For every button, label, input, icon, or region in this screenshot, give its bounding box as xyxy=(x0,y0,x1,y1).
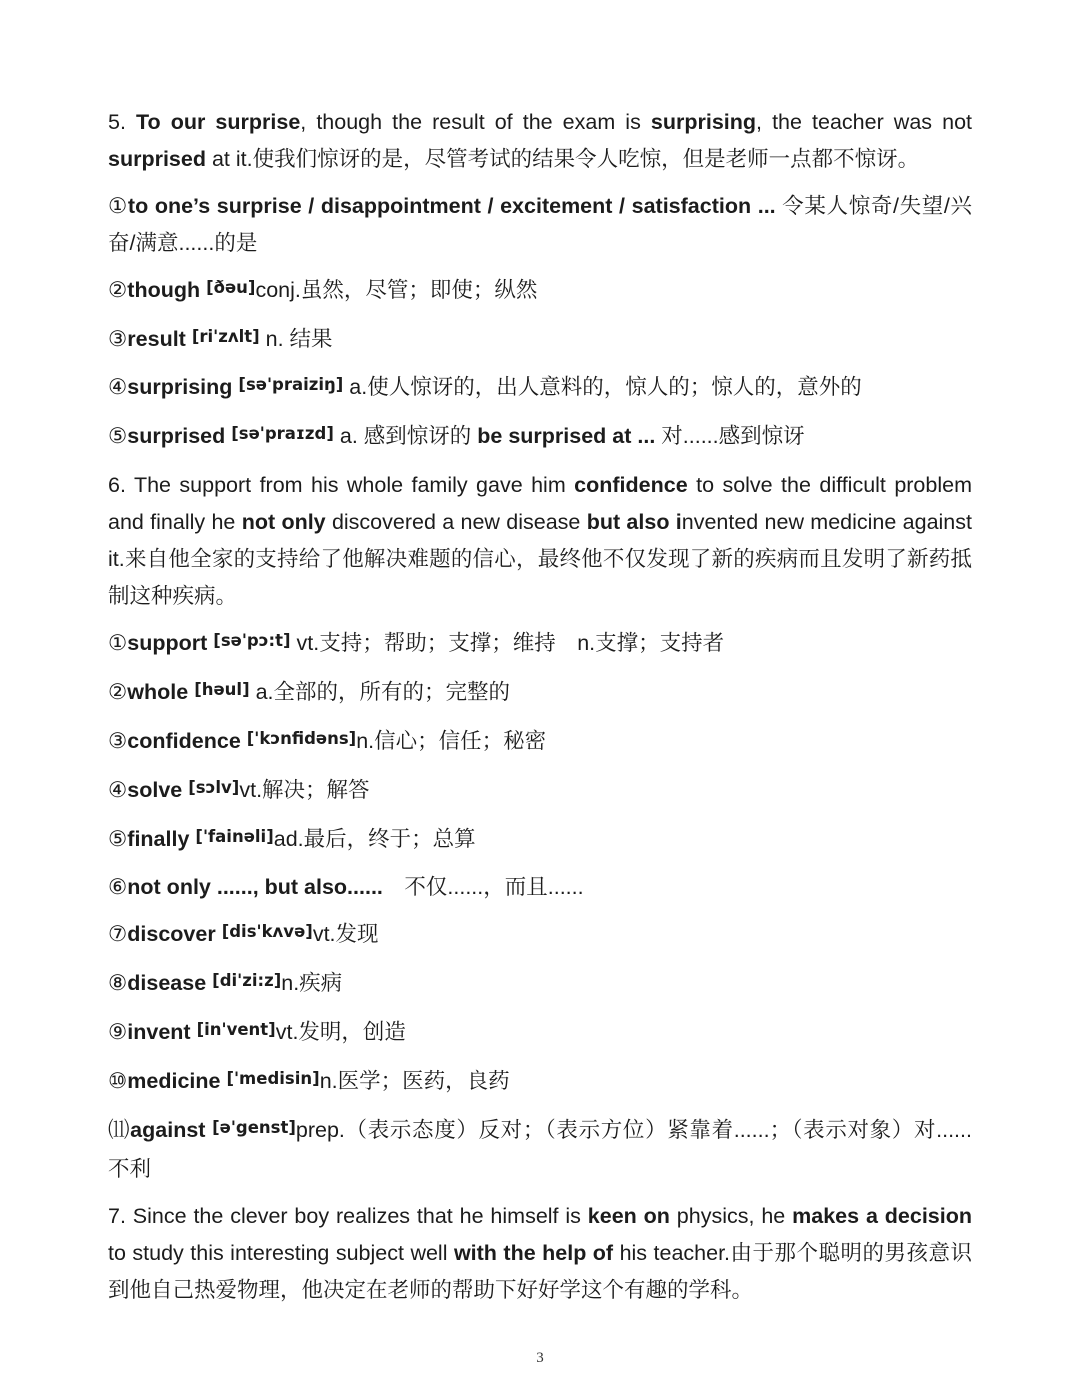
text-run: to one’s surprise / disappointment / excitement / satisfaction ... xyxy=(127,193,776,218)
text-run: ⑤ xyxy=(108,424,128,449)
text-run: his teacher.由于那个聪明的男孩意识到他自己热爱物理，他决定在老师的帮助下好好学这个有趣的学科。 xyxy=(108,1240,972,1302)
text-run: n.信心；信任；秘密 xyxy=(356,728,547,753)
vocab-entry-result xyxy=(108,321,972,360)
vocab-entry-support xyxy=(108,625,972,664)
phonetic-transcription: ['kɔnfidəns] xyxy=(246,728,357,748)
text-run: n.疾病 xyxy=(281,971,343,996)
vocab-entry-confidence xyxy=(108,723,972,762)
text-run xyxy=(241,729,247,753)
text-run: 7. Since the clever boy realizes that he himself is xyxy=(108,1203,588,1228)
vocab-entry-discover xyxy=(108,916,972,955)
text-run: not only ......, but also...... xyxy=(127,875,383,900)
text-run: to solve the difficult problem and finally he xyxy=(108,473,972,535)
sentence-7 xyxy=(108,1198,972,1309)
phonetic-transcription: [sɔlv] xyxy=(188,777,240,797)
text-run: ⑾ xyxy=(108,1117,131,1142)
text-run: confidence xyxy=(574,473,688,498)
text-run: a.使人惊讶的，出人意料的，惊人的；惊人的，意外的 xyxy=(343,375,862,400)
text-run: nvented new medicine against it.来自他全家的支持给了他解决难题的信心，最终他不仅发现了新的疾病而且发明了新药抵制这种疾病。 xyxy=(108,510,972,608)
text-run: makes a decision xyxy=(792,1203,972,1228)
text-run: vt.支持；帮助；支撑；维持 n.支撑；支持者 xyxy=(290,630,725,655)
text-run: 令某人惊奇/失望/兴奋/满意......的是 xyxy=(108,193,972,255)
text-run: ① xyxy=(108,630,128,655)
text-run: ⑤ xyxy=(108,826,128,851)
text-run: ③ xyxy=(108,728,128,753)
sentence-6 xyxy=(108,467,972,615)
phonetic-transcription: [dis'kʌvə] xyxy=(221,922,313,942)
text-run xyxy=(191,1020,197,1044)
text-run: ③ xyxy=(108,326,128,351)
vocab-entry-against xyxy=(108,1112,972,1188)
text-run: though xyxy=(127,277,201,302)
text-run: 6. The support from his whole family gave him xyxy=(108,473,575,498)
text-run: 不仅......，而且...... xyxy=(382,875,584,900)
text-run: confidence xyxy=(127,728,241,753)
text-run: a. 感到惊讶的 xyxy=(333,424,478,449)
text-run: , though the result of the exam is xyxy=(300,110,651,134)
text-run: vt.发现 xyxy=(312,922,379,947)
text-run: finally xyxy=(127,826,190,851)
text-run: not only xyxy=(241,510,326,535)
text-run: ⑨ xyxy=(108,1020,128,1045)
text-run: vt.发明，创造 xyxy=(275,1020,406,1045)
text-run: ② xyxy=(108,277,128,302)
text-run: at it.使我们惊讶的是，尽管考试的结果令人吃惊，但是老师一点都不惊讶。 xyxy=(205,146,920,171)
text-run: 5. xyxy=(108,110,136,134)
text-run: surprising xyxy=(650,110,757,134)
text-run: physics, he xyxy=(669,1203,793,1228)
text-run: ④ xyxy=(108,375,128,400)
text-run: ④ xyxy=(108,777,128,802)
text-run: support xyxy=(127,630,208,655)
vocab-entry-to-ones-surprise xyxy=(108,188,972,262)
text-run: solve xyxy=(127,777,183,802)
text-run: keen on xyxy=(587,1203,670,1228)
vocab-entry-not-only-but-also xyxy=(108,869,972,906)
vocab-entry-disease xyxy=(108,965,972,1004)
phonetic-transcription: [sə'pɔ:t] xyxy=(213,630,291,650)
text-run: invent xyxy=(127,1020,191,1045)
text-run: ① xyxy=(108,193,128,218)
page-number: 3 xyxy=(536,1350,544,1366)
phonetic-transcription: [di'zi:z] xyxy=(212,971,282,991)
phonetic-transcription: [sə'praiziŋ] xyxy=(238,375,344,395)
text-run: ⑦ xyxy=(108,922,128,947)
vocab-entry-medicine xyxy=(108,1063,972,1102)
text-run: discover xyxy=(127,922,216,947)
text-run: medicine xyxy=(127,1069,221,1094)
phonetic-transcription: [in'vent] xyxy=(196,1020,276,1040)
document-body xyxy=(108,104,972,1318)
text-run: ⑥ xyxy=(108,875,128,900)
text-run: surprised xyxy=(127,424,226,449)
phonetic-transcription: [ə'genst] xyxy=(212,1117,296,1137)
text-run: ⑧ xyxy=(108,971,128,996)
vocab-entry-invent xyxy=(108,1014,972,1053)
text-run: disease xyxy=(127,971,207,996)
text-run: n. 结果 xyxy=(259,326,333,351)
phonetic-transcription: [sə'praɪzd] xyxy=(231,424,334,444)
text-run: conj.虽然，尽管；即使；纵然 xyxy=(255,277,538,302)
phonetic-transcription: [ðəu] xyxy=(206,277,256,297)
text-run: 对......感到惊讶 xyxy=(655,424,805,449)
vocab-entry-finally xyxy=(108,821,972,860)
vocab-entry-solve xyxy=(108,772,972,811)
text-run xyxy=(186,327,192,351)
text-run: To our surprise xyxy=(136,110,301,134)
text-run: but also i xyxy=(586,510,682,535)
text-run: a.全部的，所有的；完整的 xyxy=(249,679,511,704)
vocab-entry-whole xyxy=(108,674,972,713)
phonetic-transcription: ['medisin] xyxy=(226,1069,320,1089)
text-run: n.医学；医药，良药 xyxy=(319,1069,510,1094)
text-run: surprised xyxy=(108,146,206,171)
vocab-entry-surprising xyxy=(108,369,972,408)
text-run: against xyxy=(130,1117,206,1142)
vocab-entry-though xyxy=(108,272,972,311)
text-run: be surprised at ... xyxy=(477,424,656,449)
text-run: discovered a new disease xyxy=(325,510,587,535)
phonetic-transcription: [ri'zʌlt] xyxy=(191,326,260,346)
text-run: ② xyxy=(108,679,128,704)
text-run: , the teacher was not xyxy=(756,110,972,134)
text-run: ⑩ xyxy=(108,1069,128,1094)
text-run: to study this interesting subject well xyxy=(108,1240,454,1265)
phonetic-transcription: [həul] xyxy=(194,679,250,699)
text-run xyxy=(216,922,222,946)
text-run: with the help of xyxy=(453,1240,614,1265)
text-run: surprising xyxy=(127,375,233,400)
phonetic-transcription: ['fainəli] xyxy=(195,826,274,846)
sentence-5 xyxy=(108,104,972,178)
text-run: whole xyxy=(127,679,189,704)
vocab-entry-surprised xyxy=(108,418,972,457)
text-run: ad.最后，终于；总算 xyxy=(273,826,476,851)
text-run: prep.（表示态度）反对；（表示方位）紧靠着......；（表示对象）对......不利 xyxy=(108,1117,972,1181)
text-run: vt.解决；解答 xyxy=(239,777,370,802)
text-run: result xyxy=(127,326,186,351)
